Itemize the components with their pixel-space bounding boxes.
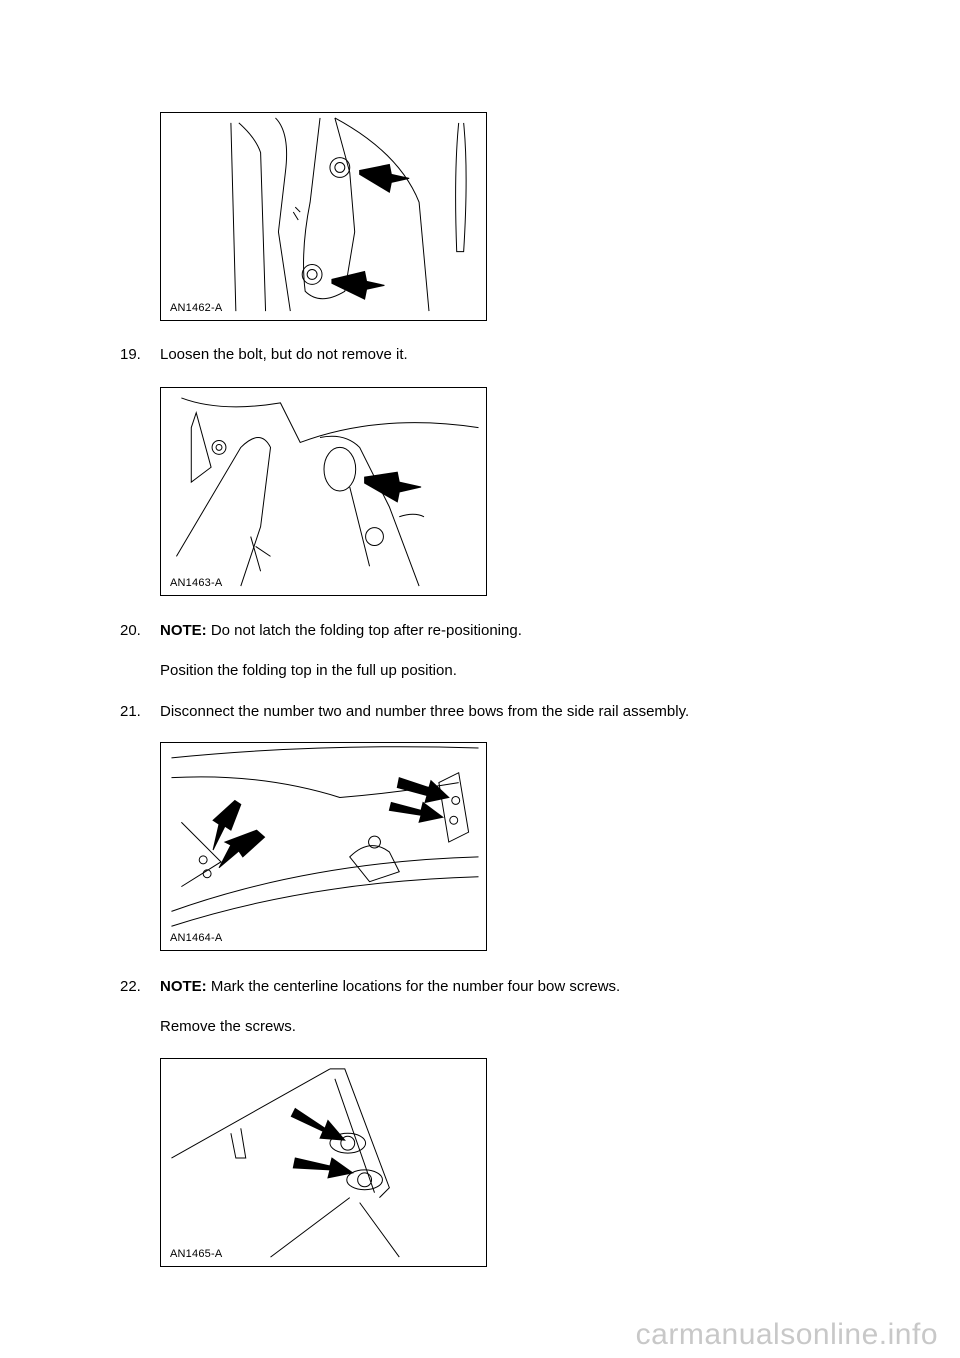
figure-an1465 xyxy=(160,1058,487,1267)
figure-label: AN1462-A xyxy=(170,302,223,314)
figure-an1462 xyxy=(160,112,487,321)
bolt-illustration-2 xyxy=(161,388,486,595)
note-text: Mark the centerline locations for the number four bow screws. xyxy=(206,978,621,995)
note-text: Do not latch the folding top after re-positioning. xyxy=(206,622,522,639)
step-number: 22. xyxy=(120,978,141,995)
figure-an1464 xyxy=(160,742,487,951)
bow-illustration xyxy=(161,743,486,950)
figure-label: AN1464-A xyxy=(170,932,223,944)
step-text: Loosen the bolt, but do not remove it. xyxy=(160,346,408,363)
note-label: NOTE: xyxy=(160,978,207,995)
step-number: 19. xyxy=(120,346,141,363)
figure-an1463 xyxy=(160,387,487,596)
step-20-text: Position the folding top in the full up position. xyxy=(160,662,457,679)
step-note xyxy=(160,622,522,640)
screws-illustration xyxy=(161,1059,486,1266)
step-text: Disconnect the number two and number three bows from the side rail assembly. xyxy=(160,703,690,720)
step-note xyxy=(160,978,620,996)
step-number: 20. xyxy=(120,622,141,639)
figure-label: AN1463-A xyxy=(170,577,223,589)
figure-label: AN1465-A xyxy=(170,1248,223,1260)
watermark: carmanualsonline.info xyxy=(635,1318,938,1351)
note-label: NOTE: xyxy=(160,622,207,639)
step-22-text: Remove the screws. xyxy=(160,1018,296,1035)
bolt-illustration-1 xyxy=(161,113,486,320)
step-number: 21. xyxy=(120,703,141,720)
